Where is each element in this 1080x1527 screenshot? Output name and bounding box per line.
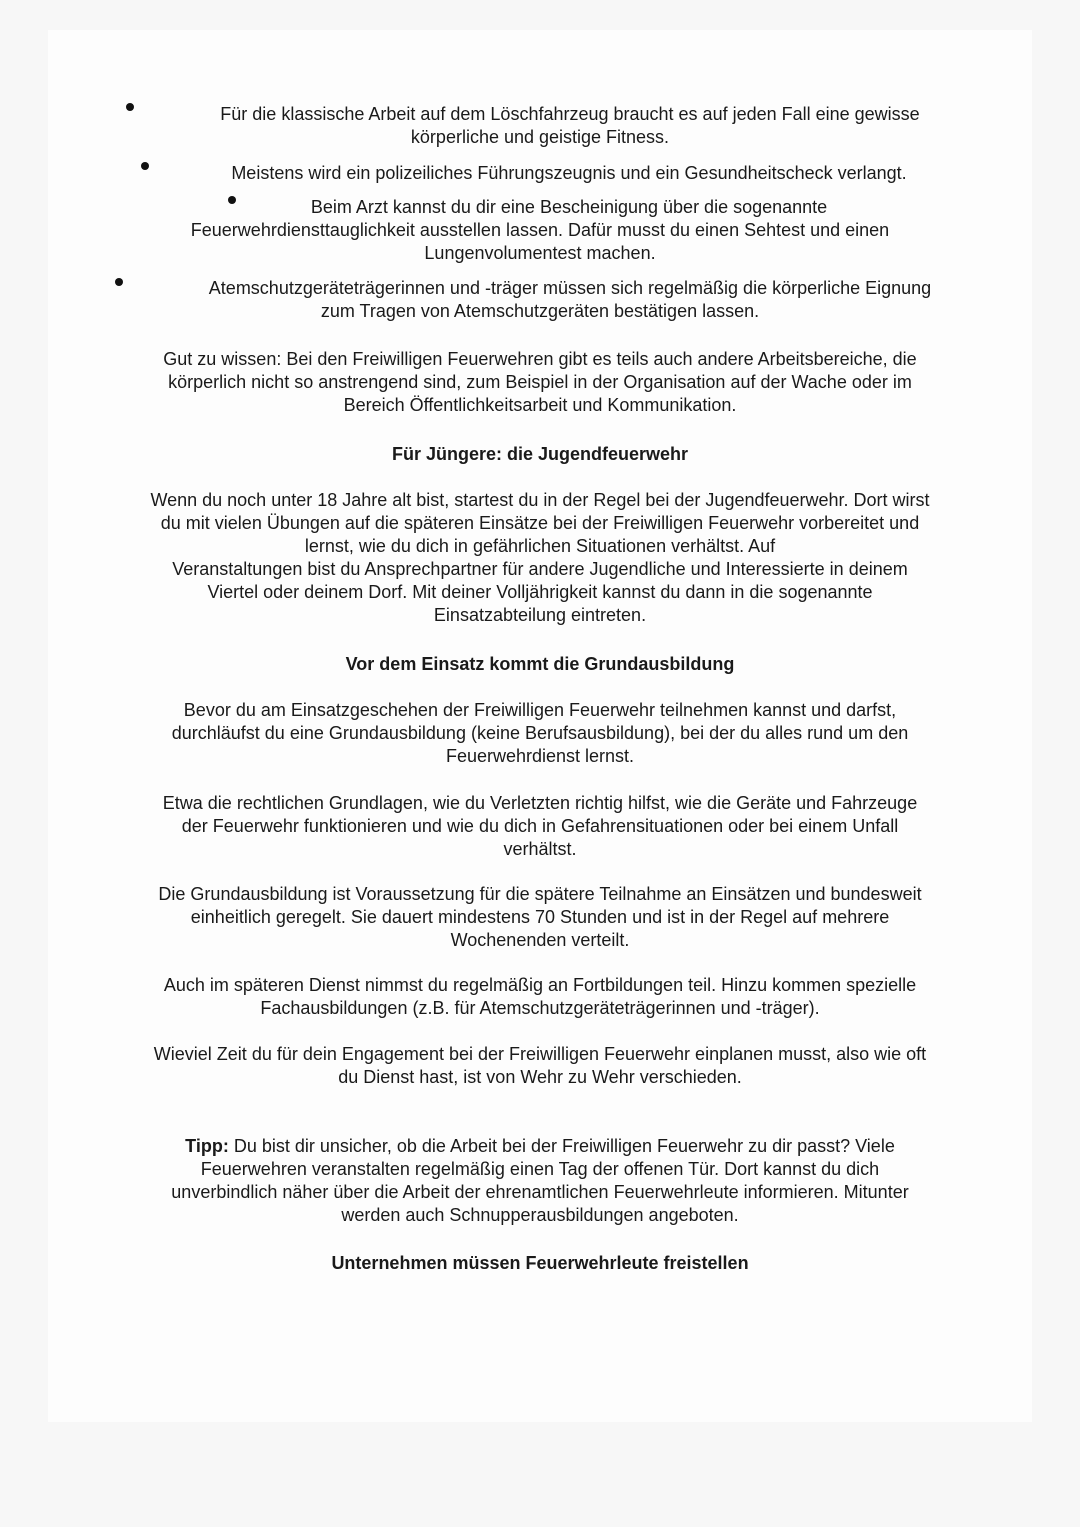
training-p3-line-3: Wochenenden verteilt. [450, 930, 630, 950]
training-p1-line-1: Bevor du am Einsatzgeschehen der Freiwilligen Feuerwehr teilnehmen kannst und darfst, [183, 700, 897, 720]
training-p4-line-2: Fachausbildungen (z.B. für Atemschutzgeräteträgerinnen und -träger). [260, 998, 820, 1018]
training-p5-line-2: du Dienst hast, ist von Wehr zu Wehr verschieden. [338, 1067, 742, 1087]
youth-line-6: Einsatzabteilung eintreten. [433, 605, 647, 625]
training-p3-line-1: Die Grundausbildung ist Voraussetzung für die spätere Teilnahme an Einsätzen und bundesweit [158, 884, 922, 904]
bullet-3-line-2: Feuerwehrdiensttauglichkeit ausstellen lassen. Dafür musst du einen Sehtest und einen [190, 220, 890, 240]
bullet-4-line-2: zum Tragen von Atemschutzgeräten bestätigen lassen. [320, 301, 760, 321]
tip-label: Tipp: [185, 1136, 229, 1156]
training-p2-line-1: Etwa die rechtlichen Grundlagen, wie du Verletzten richtig hilfst, wie die Geräte und Fahrzeuge [162, 793, 918, 813]
training-p2-line-3: verhältst. [503, 839, 577, 859]
employer-heading: Unternehmen müssen Feuerwehrleute freistellen [331, 1253, 749, 1273]
tip-first-line: Du bist dir unsicher, ob die Arbeit bei der Freiwilligen Feuerwehr zu dir passt? Viele [228, 1136, 895, 1156]
tip-line-2: Feuerwehren veranstalten regelmäßig einen Tag der offenen Tür. Dort kannst du dich [200, 1159, 880, 1179]
bullet-3-line-3: Lungenvolumentest machen. [424, 243, 656, 263]
training-heading: Vor dem Einsatz kommt die Grundausbildung [345, 654, 735, 674]
training-p3-line-2: einheitlich geregelt. Sie dauert mindestens 70 Stunden und ist in der Regel auf mehrere [190, 907, 890, 927]
training-p1-line-3: Feuerwehrdienst lernst. [445, 746, 635, 766]
youth-line-3: lernst, wie du dich in gefährlichen Situationen verhältst. Auf [304, 536, 776, 556]
training-p2-line-2: der Feuerwehr funktionieren und wie du dich in Gefahrensituationen oder bei einem Unfall [181, 816, 899, 836]
tip-line-1 [0, 1135, 1080, 1158]
youth-line-2: du mit vielen Übungen auf die späteren Einsätze bei der Freiwilligen Feuerwehr vorbereitet und [160, 513, 920, 533]
good-to-know-line-2: körperlich nicht so anstrengend sind, zum Beispiel in der Organisation auf der Wache oder im [168, 372, 912, 392]
youth-line-5: Viertel oder deinem Dorf. Mit deiner Volljährigkeit kannst du dann in die sogenannte [207, 582, 873, 602]
training-p5-line-1: Wieviel Zeit du für dein Engagement bei der Freiwilligen Feuerwehr einplanen musst, also wie oft [153, 1044, 927, 1064]
bullet-3-line-1: Beim Arzt kannst du dir eine Bescheinigung über die sogenannte [310, 197, 828, 217]
tip-line-4: werden auch Schnupperausbildungen angeboten. [341, 1205, 739, 1225]
good-to-know-line-1: Gut zu wissen: Bei den Freiwilligen Feuerwehren gibt es teils auch andere Arbeitsbereiche, die [163, 349, 917, 369]
good-to-know-line-3: Bereich Öffentlichkeitsarbeit und Kommunikation. [343, 395, 737, 415]
tip-line-3: unverbindlich näher über die Arbeit der ehrenamtlichen Feuerwehrleute informieren. Mitunter [171, 1182, 909, 1202]
youth-heading: Für Jüngere: die Jugendfeuerwehr [391, 444, 689, 464]
bullet-1-line-2: körperliche und geistige Fitness. [410, 127, 670, 147]
youth-line-1: Wenn du noch unter 18 Jahre alt bist, startest du in der Regel bei der Jugendfeuerwehr. Dort wirst [150, 490, 930, 510]
bullet-4-line-1: Atemschutzgeräteträgerinnen und -träger müssen sich regelmäßig die körperliche Eignung [208, 278, 932, 298]
bullet-2-line-1: Meistens wird ein polizeiliches Führungszeugnis und ein Gesundheitscheck verlangt. [231, 163, 907, 183]
bullet-1-line-1: Für die klassische Arbeit auf dem Löschfahrzeug braucht es auf jeden Fall eine gewisse [220, 104, 920, 124]
youth-line-4: Veranstaltungen bist du Ansprechpartner für andere Jugendliche und Interessierte in deinem [172, 559, 908, 579]
training-p1-line-2: durchläufst du eine Grundausbildung (keine Berufsausbildung), bei der du alles rund um den [171, 723, 909, 743]
training-p4-line-1: Auch im späteren Dienst nimmst du regelmäßig an Fortbildungen teil. Hinzu kommen spezielle [163, 975, 917, 995]
